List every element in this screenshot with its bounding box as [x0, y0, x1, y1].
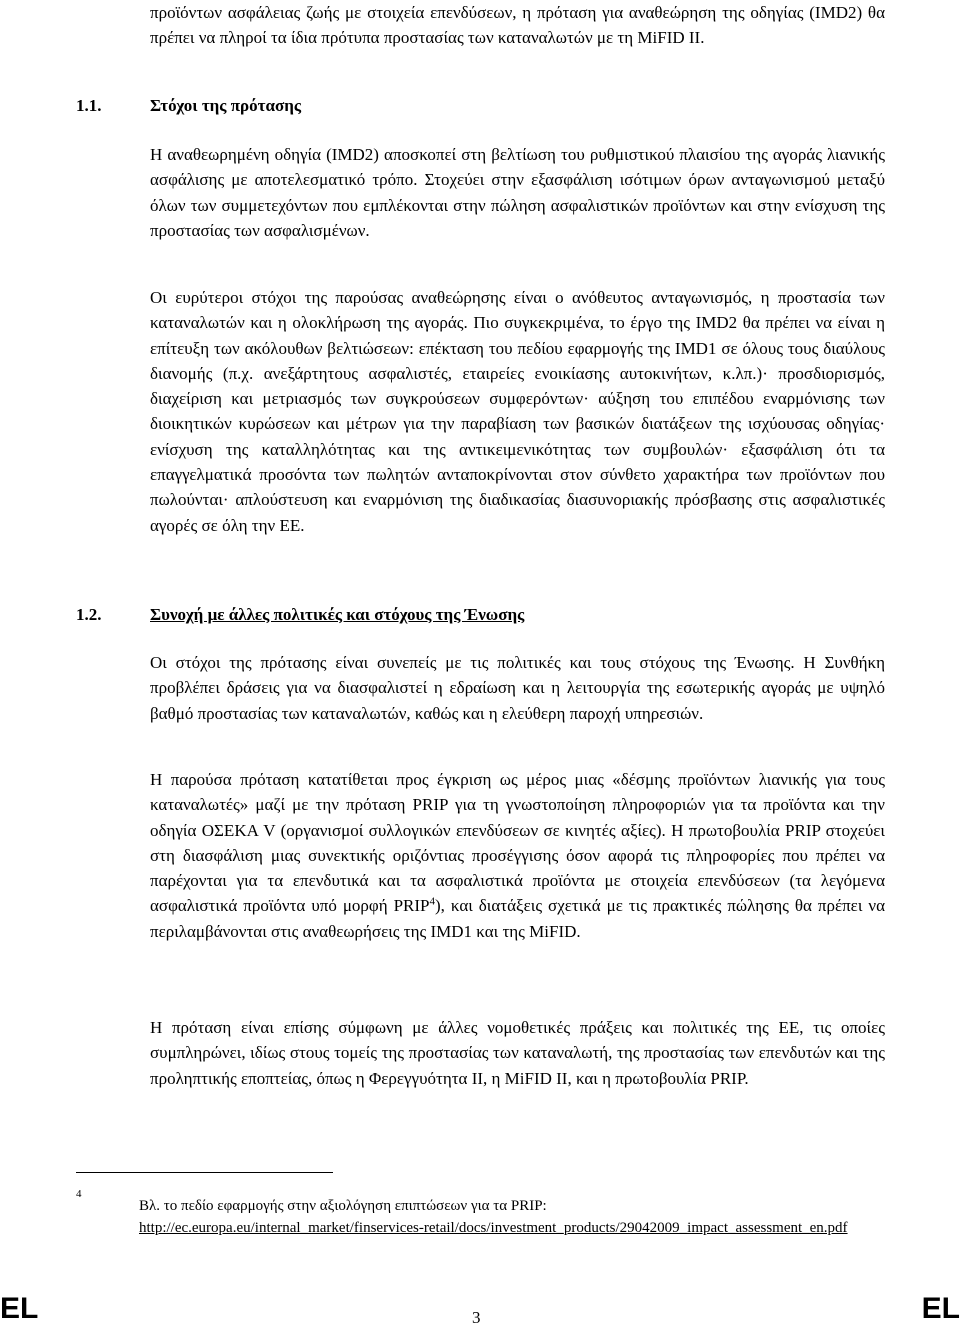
footnote-reference[interactable]: 4 — [429, 895, 436, 908]
page-number: 3 — [472, 1308, 481, 1327]
intro-paragraph: προϊόντων ασφάλειας ζωής με στοιχεία επενδύσεων, η πρόταση για αναθεώρηση της οδηγίας (IMD2) θα πρέπει να πληροί τα ίδια πρότυπα προστασίας των καταναλωτών με τη MiFID II. — [150, 3, 885, 48]
section-number: 1.1. — [76, 96, 102, 115]
footnote-separator — [76, 1172, 333, 1173]
footer-language-left: EL — [0, 1292, 39, 1325]
paragraph-text: ), και διατάξεις σχετικά με τις πρακτικές πώλησης θα πρέπει να περιλαμβάνονται στις αναθεωρήσεις της IMD1 και της MiFID. — [150, 896, 885, 941]
footnote-link[interactable]: http://ec.europa.eu/internal_market/finservices-retail/docs/investment_products/29042009_impact_assessment_en.pdf — [139, 1219, 848, 1236]
footer-language-right: EL — [921, 1292, 960, 1325]
footnote-body: Βλ. το πεδίο εφαρμογής στην αξιολόγηση επιπτώσεων για τα PRIP: — [139, 1198, 547, 1214]
body-paragraph — [150, 767, 885, 944]
body-paragraph: Οι ευρύτεροι στόχοι της παρούσας αναθεώρησης είναι ο ανόθευτος ανταγωνισμός, η προστασία των καταναλωτών και η ολοκλήρωση της αγοράς. Πιο συγκεκριμένα, το έργο της IMD2 θα πρέπει να είναι η επίτευξη των ακόλουθων βελτιώσεων: επέκταση του πεδίου εφαρμογής της IMD1 σε όλους τους διαύλους διανομής (π.χ. ανεξάρτητους ασφαλιστές, εταιρείες ενοικίασης αυτοκινήτων, κ.λπ.)· προσδιορισμός, διαχείριση και μετριασμός των συγκρούσεων συμφερόντων· αύξηση του επιπέδου εναρμόνισης των διοικητικών κυρώσεων και μέτρων για την παραβίαση των βασικών διατάξεων της ισχύουσας οδηγίας· ενίσχυση της καταλληλότητας και της αντικειμενικότητας των συμβουλών· εξασφάλιση ότι τα επαγγελματικά προσόντα των πωλητών ανταποκρίνονται στον σύνθετο χαρακτήρα των προϊόντων που πωλούνται· απλούστευση και εναρμόνιση της διαδικασίας διασυνοριακής πρόσβασης στις ασφαλιστικές αγορές σε όλη την ΕΕ. — [150, 288, 885, 535]
section-title: Συνοχή με άλλες πολιτικές και στόχους της Ένωσης — [150, 605, 525, 624]
paragraph-text: Η παρούσα πρόταση κατατίθεται προς έγκριση ως μέρος μιας «δέσμης προϊόντων λιανικής για τους καταναλωτές» μαζί με την πρόταση PRIP για τη γνωστοποίηση πληροφοριών για τα προϊόντα και την οδηγία ΟΣΕΚΑ V (οργανισμοί συλλογικών επενδύσεων σε κινητές αξίες). Η πρωτοβουλία PRIP στοχεύει στη διασφάλιση μιας συνεκτικής οριζόντιας προσέγγισης όσον αφορά τις πληροφορίες που πρέπει να παρέχονται για τα επενδυτικά και τα ασφαλιστικά προϊόντα με στοιχεία επενδύσεων (τα λεγόμενα ασφαλιστικά προϊόντα υπό μορφή PRIP — [150, 770, 885, 916]
body-paragraph: Η πρόταση είναι επίσης σύμφωνη με άλλες νομοθετικές πράξεις και πολιτικές της ΕΕ, τις οποίες συμπληρώνει, ιδίως στους τομείς της προστασίας των καταναλωτή, της προστασίας των επενδυτών και της προληπτικής εποπτείας, όπως η Φερεγγυότητα II, η MiFID II, και η πρωτοβουλία PRIP. — [150, 1018, 885, 1088]
section-title: Στόχοι της πρότασης — [150, 96, 302, 115]
footnote-text — [139, 1196, 885, 1239]
footnote-number: 4 — [76, 1188, 82, 1200]
section-number: 1.2. — [76, 605, 102, 624]
body-paragraph: Η αναθεωρημένη οδηγία (IMD2) αποσκοπεί στη βελτίωση του ρυθμιστικού πλαισίου της αγοράς λιανικής ασφάλισης με αποτελεσματικό τρόπο. Στοχεύει στην εξασφάλιση ισότιμων όρων ανταγωνισμού μεταξύ όλων των συμμετεχόντων που εμπλέκονται στην πώληση ασφαλιστικών προϊόντων και στην ενίσχυση της προστασίας των ασφαλισμένων. — [150, 145, 885, 240]
body-paragraph: Οι στόχοι της πρότασης είναι συνεπείς με τις πολιτικές και τους στόχους της Ένωσης. Η Συνθήκη προβλέπει δράσεις για να διασφαλιστεί η εδραίωση και η λειτουργία της εσωτερικής αγοράς με υψηλό βαθμό προστασίας των καταναλωτών, καθώς και η ελεύθερη παροχή υπηρεσιών. — [150, 653, 885, 723]
